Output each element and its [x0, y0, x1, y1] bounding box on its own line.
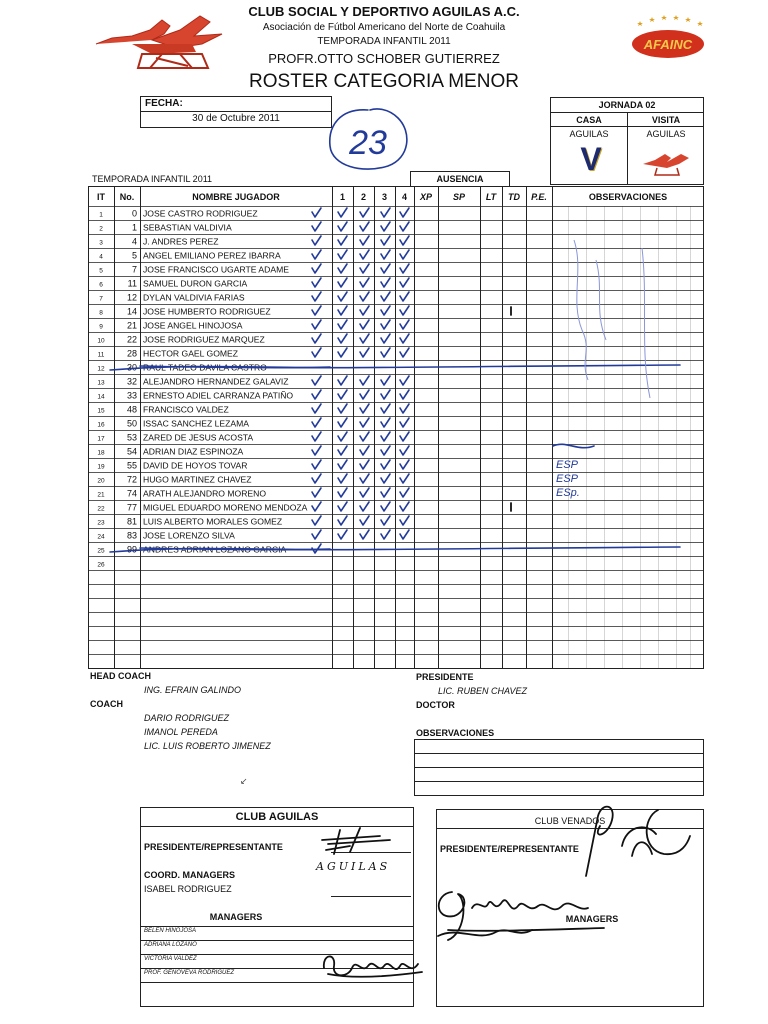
- column-header: No.: [119, 192, 135, 202]
- row-item-number: 26: [97, 561, 105, 569]
- quarter-check: [360, 474, 369, 483]
- row-item-number: 3: [99, 239, 103, 247]
- attendance-check: [312, 334, 321, 343]
- quarter-check: [360, 530, 369, 539]
- quarter-check: [381, 390, 390, 399]
- quarter-check: [381, 236, 390, 245]
- observaciones-label: OBSERVACIONES: [416, 728, 495, 738]
- quarter-check: [381, 460, 390, 469]
- coach-label: COACH: [90, 699, 123, 709]
- quarter-check: [360, 250, 369, 259]
- quarter-check: [360, 390, 369, 399]
- player-name: JOSE RODRIGUEZ MARQUEZ: [143, 334, 265, 345]
- quarter-check: [360, 516, 369, 525]
- player-number: 7: [131, 264, 137, 275]
- player-name: SEBASTIAN VALDIVIA: [143, 222, 232, 233]
- coach-name: PROFR.OTTO SCHOBER GUTIERREZ: [268, 51, 500, 66]
- column-header: OBSERVACIONES: [588, 192, 668, 202]
- quarter-check: [338, 278, 347, 287]
- column-header: IT: [97, 192, 105, 202]
- manager-name: VICTORIA VALDEZ: [144, 956, 197, 962]
- player-name: J. ANDRES PEREZ: [143, 236, 219, 247]
- player-number: 72: [126, 474, 137, 485]
- quarter-check: [360, 278, 369, 287]
- quarter-check: [400, 418, 409, 427]
- quarter-check: [381, 418, 390, 427]
- venados-v-logo: V: [580, 141, 602, 177]
- association-name: Asociación de Fútbol Americano del Norte de Coahuila: [262, 22, 506, 33]
- jornada-title: JORNADA 02: [598, 100, 656, 110]
- observacion-handwritten: ESP: [556, 473, 579, 485]
- column-header: 3: [381, 192, 388, 202]
- quarter-check: [400, 432, 409, 441]
- row-item-number: 11: [97, 351, 105, 359]
- quarter-check: [400, 488, 409, 497]
- player-name: ADRIAN DIAZ ESPINOZA: [143, 446, 244, 457]
- player-name: LUIS ALBERTO MORALES GOMEZ: [143, 516, 283, 527]
- quarter-check: [338, 376, 347, 385]
- player-name: HECTOR GAEL GOMEZ: [143, 348, 239, 359]
- venados-presidente-signature: [572, 796, 696, 880]
- attendance-check: [312, 306, 321, 315]
- observaciones-lines: [414, 739, 704, 797]
- quarter-check: [338, 432, 347, 441]
- quarter-check: [381, 404, 390, 413]
- manager-name: ADRIANA LOZANO: [144, 942, 197, 948]
- quarter-check: [360, 320, 369, 329]
- quarter-check: [338, 474, 347, 483]
- attendance-check: [312, 222, 321, 231]
- row-item-number: 10: [97, 337, 105, 345]
- quarter-check: [360, 222, 369, 231]
- player-name: DAVID DE HOYOS TOVAR: [143, 460, 248, 471]
- player-number: 12: [126, 292, 137, 303]
- roster-title: ROSTER CATEGORIA MENOR: [249, 71, 519, 92]
- presidente-label: PRESIDENTE: [416, 672, 474, 682]
- column-header: TD: [508, 192, 520, 202]
- quarter-check: [400, 264, 409, 273]
- quarter-check: [360, 348, 369, 357]
- player-name: ALEJANDRO HERNANDEZ GALAVIZ: [143, 376, 289, 387]
- row-item-number: 8: [99, 309, 103, 317]
- player-name: ARATH ALEJANDRO MORENO: [143, 488, 267, 499]
- player-number: 28: [126, 348, 137, 359]
- quarter-check: [400, 474, 409, 483]
- season-label: TEMPORADA INFANTIL 2011: [317, 36, 451, 47]
- quarter-check: [360, 376, 369, 385]
- attendance-check: [312, 264, 321, 273]
- afa-logo-text: AFAINC: [643, 37, 693, 52]
- quarter-check: [400, 530, 409, 539]
- column-header: LT: [485, 192, 497, 202]
- quarter-check: [400, 348, 409, 357]
- attendance-check: [312, 376, 321, 385]
- player-name: SAMUEL DURON GARCIA: [143, 278, 248, 289]
- player-number: 55: [126, 460, 137, 471]
- quarter-check: [381, 348, 390, 357]
- row-item-number: 23: [97, 519, 105, 527]
- coach-name: IMANOL PEREDA: [144, 727, 218, 737]
- quarter-check: [338, 488, 347, 497]
- venados-presidente-label: PRESIDENTE/REPRESENTANTE: [440, 844, 579, 854]
- quarter-check: [400, 236, 409, 245]
- quarter-check: [400, 376, 409, 385]
- quarter-check: [360, 446, 369, 455]
- aguilas-handwritten-team: AGUILAS: [316, 860, 391, 873]
- attendance-check: [312, 474, 321, 483]
- coach-name: LIC. LUIS ROBERTO JIMENEZ: [144, 741, 271, 751]
- observacion-handwritten: ESp.: [556, 487, 580, 499]
- player-name: JOSE FRANCISCO UGARTE ADAME: [143, 264, 289, 275]
- quarter-check: [360, 502, 369, 511]
- quarter-check: [338, 446, 347, 455]
- club-aguilas-title: CLUB AGUILAS: [235, 811, 319, 823]
- player-name: JOSE LORENZO SILVA: [143, 530, 235, 541]
- manager-name: BELEN HINOJOSA: [144, 928, 197, 934]
- manager-name: PROF. GENOVEVA RODRIGUEZ: [144, 970, 235, 976]
- player-number: 5: [131, 250, 137, 261]
- ausencia-label: AUSENCIA: [436, 174, 484, 184]
- attendance-check: [312, 418, 321, 427]
- casa-label: CASA: [576, 115, 602, 125]
- row-item-number: 18: [97, 449, 105, 457]
- stray-mark: ↙: [240, 776, 248, 786]
- attendance-check: [312, 250, 321, 259]
- quarter-check: [360, 488, 369, 497]
- quarter-check: [381, 502, 390, 511]
- quarter-check: [338, 264, 347, 273]
- player-name: DYLAN VALDIVIA FARIAS: [143, 292, 245, 303]
- column-header: 1: [339, 192, 346, 202]
- attendance-check: [312, 530, 321, 539]
- attendance-check: [312, 446, 321, 455]
- quarter-check: [381, 446, 390, 455]
- quarter-check: [338, 250, 347, 259]
- quarter-check: [360, 208, 369, 217]
- quarter-check: [338, 236, 347, 245]
- quarter-check: [360, 292, 369, 301]
- quarter-check: [400, 516, 409, 525]
- row-item-number: 6: [99, 281, 103, 289]
- row-item-number: 15: [97, 407, 105, 415]
- column-header: NOMBRE JUGADOR: [192, 192, 280, 202]
- player-number: 30: [126, 362, 137, 373]
- row-item-number: 19: [97, 463, 105, 471]
- player-number: 14: [126, 306, 137, 317]
- quarter-check: [338, 222, 347, 231]
- quarter-check: [338, 348, 347, 357]
- player-name: ANDRES ADRIAN LOZANO GARCIA: [143, 544, 287, 555]
- quarter-check: [338, 516, 347, 525]
- attendance-check: [312, 208, 321, 217]
- visita-team: AGUILAS: [646, 129, 686, 139]
- player-number: 1: [131, 222, 137, 233]
- quarter-check: [360, 418, 369, 427]
- quarter-check: [360, 404, 369, 413]
- fecha-value: 30 de Octubre 2011: [192, 113, 280, 124]
- quarter-check: [338, 334, 347, 343]
- quarter-check: [338, 460, 347, 469]
- coord-managers-label: COORD. MANAGERS: [144, 870, 236, 880]
- doctor-label: DOCTOR: [416, 700, 455, 710]
- player-number: 11: [127, 278, 137, 289]
- player-name: MIGUEL EDUARDO MORENO MENDOZA: [143, 502, 308, 513]
- row-item-number: 21: [97, 491, 105, 499]
- quarter-check: [360, 432, 369, 441]
- player-number: 54: [126, 446, 137, 457]
- casa-team: AGUILAS: [569, 129, 609, 139]
- column-header: SP: [452, 192, 466, 202]
- quarter-check: [400, 404, 409, 413]
- player-number: 33: [126, 390, 137, 401]
- quarter-check: [381, 292, 390, 301]
- quarter-check: [400, 278, 409, 287]
- quarter-check: [400, 250, 409, 259]
- pencil-stroke: [574, 240, 588, 380]
- player-number: 50: [126, 418, 137, 429]
- player-number: 99: [126, 544, 137, 555]
- row-item-number: 4: [99, 253, 103, 261]
- quarter-check: [400, 306, 409, 315]
- column-header: P.E.: [531, 192, 547, 202]
- quarter-check: [381, 306, 390, 315]
- attendance-check: [312, 320, 321, 329]
- quarter-check: [360, 236, 369, 245]
- quarter-check: [400, 334, 409, 343]
- player-number: 74: [126, 488, 137, 499]
- attendance-check: [312, 404, 321, 413]
- player-name: JOSE CASTRO RODRIGUEZ: [143, 208, 258, 219]
- quarter-check: [360, 334, 369, 343]
- quarter-check: [400, 502, 409, 511]
- player-number: 48: [126, 404, 137, 415]
- column-header: 2: [360, 192, 367, 202]
- quarter-check: [381, 222, 390, 231]
- quarter-check: [381, 376, 390, 385]
- club-title: CLUB SOCIAL Y DEPORTIVO AGUILAS A.C.: [248, 4, 520, 19]
- coach-name: DARIO RODRIGUEZ: [144, 713, 230, 723]
- quarter-check: [338, 390, 347, 399]
- attendance-check: [312, 432, 321, 441]
- row-item-number: 13: [97, 379, 105, 387]
- handwritten-number-text: 23: [349, 124, 387, 162]
- coord-managers-name: ISABEL RODRIGUEZ: [144, 884, 232, 894]
- quarter-check: [381, 320, 390, 329]
- observacion-handwritten: ESP: [556, 459, 579, 471]
- quarter-check: [381, 250, 390, 259]
- quarter-check: [338, 208, 347, 217]
- player-name: ERNESTO ADIEL CARRANZA PATIÑO: [143, 390, 294, 401]
- attendance-check: [312, 502, 321, 511]
- quarter-check: [400, 320, 409, 329]
- quarter-check: [400, 390, 409, 399]
- club-venados-title: CLUB VENADOS: [534, 816, 606, 826]
- player-number: 81: [126, 516, 137, 527]
- table-season-label: TEMPORADA INFANTIL 2011: [92, 174, 213, 184]
- row-item-number: 14: [97, 393, 105, 401]
- row-item-number: 22: [97, 505, 105, 513]
- player-number: 53: [126, 432, 137, 443]
- quarter-check: [381, 432, 390, 441]
- row-item-number: 16: [97, 421, 105, 429]
- player-number: 77: [126, 502, 137, 513]
- row-item-number: 20: [97, 477, 105, 485]
- row-item-number: 24: [97, 533, 105, 541]
- player-name: ZARED DE JESUS ACOSTA: [143, 432, 254, 443]
- quarter-check: [381, 530, 390, 539]
- row-item-number: 5: [99, 267, 103, 275]
- quarter-check: [400, 208, 409, 217]
- quarter-check: [338, 320, 347, 329]
- head-coach-name: ING. EFRAIN GALINDO: [144, 685, 242, 695]
- column-header: XP: [419, 192, 433, 202]
- venados-manager-signature: [428, 872, 608, 944]
- quarter-check: [381, 208, 390, 217]
- player-name: RAUL TADEO DAVILA CASTRO: [143, 362, 267, 373]
- quarter-check: [360, 460, 369, 469]
- quarter-check: [381, 474, 390, 483]
- managers-label: MANAGERS: [209, 912, 263, 922]
- player-name: ANGEL EMILIANO PEREZ IBARRA: [143, 250, 281, 261]
- player-number: 22: [126, 334, 137, 345]
- row-item-number: 9: [99, 323, 103, 331]
- quarter-check: [338, 502, 347, 511]
- player-name: ISSAC SANCHEZ LEZAMA: [143, 418, 250, 429]
- quarter-check: [360, 264, 369, 273]
- attendance-check: [312, 488, 321, 497]
- player-number: 32: [126, 376, 137, 387]
- player-number: 83: [126, 530, 137, 541]
- quarter-check: [381, 516, 390, 525]
- attendance-check: [312, 236, 321, 245]
- presidente-name: LIC. RUBEN CHAVEZ: [438, 686, 528, 696]
- aguilas-manager-signature: [318, 948, 428, 984]
- quarter-check: [338, 404, 347, 413]
- venados-managers-label: MANAGERS: [565, 914, 619, 924]
- row-item-number: 2: [99, 225, 103, 233]
- attendance-check: [312, 460, 321, 469]
- quarter-check: [338, 292, 347, 301]
- quarter-check: [381, 278, 390, 287]
- player-name: HUGO MARTINEZ CHAVEZ: [143, 474, 252, 485]
- head-coach-label: HEAD COACH: [90, 671, 152, 681]
- row-item-number: 17: [97, 435, 105, 443]
- quarter-check: [338, 418, 347, 427]
- player-name: JOSE HUMBERTO RODRIGUEZ: [143, 306, 271, 317]
- attendance-check: [312, 348, 321, 357]
- quarter-check: [360, 306, 369, 315]
- column-header: 4: [401, 192, 408, 202]
- row-item-number: 1: [99, 211, 103, 219]
- player-name: FRANCISCO VALDEZ: [143, 404, 229, 415]
- row-item-number: 25: [97, 547, 105, 555]
- quarter-check: [338, 530, 347, 539]
- attendance-check: [312, 278, 321, 287]
- aguilas-presidente-label: PRESIDENTE/REPRESENTANTE: [144, 842, 283, 852]
- attendance-check: [312, 390, 321, 399]
- aguilas-presidente-signature: [320, 826, 410, 856]
- quarter-check: [400, 446, 409, 455]
- quarter-check: [381, 264, 390, 273]
- quarter-check: [338, 306, 347, 315]
- row-item-number: 12: [97, 365, 105, 373]
- quarter-check: [381, 488, 390, 497]
- quarter-check: [400, 460, 409, 469]
- quarter-check: [400, 292, 409, 301]
- row-item-number: 7: [99, 295, 103, 303]
- player-name: JOSE ANGEL HINOJOSA: [143, 320, 243, 331]
- player-number: 4: [131, 236, 137, 247]
- pencil-stroke: [642, 248, 650, 398]
- visita-label: VISITA: [651, 115, 681, 125]
- fecha-label: FECHA:: [145, 98, 183, 109]
- attendance-check: [312, 516, 321, 525]
- quarter-check: [381, 334, 390, 343]
- quarter-check: [400, 222, 409, 231]
- player-number: 0: [131, 208, 137, 219]
- attendance-check: [312, 292, 321, 301]
- player-number: 21: [126, 320, 137, 331]
